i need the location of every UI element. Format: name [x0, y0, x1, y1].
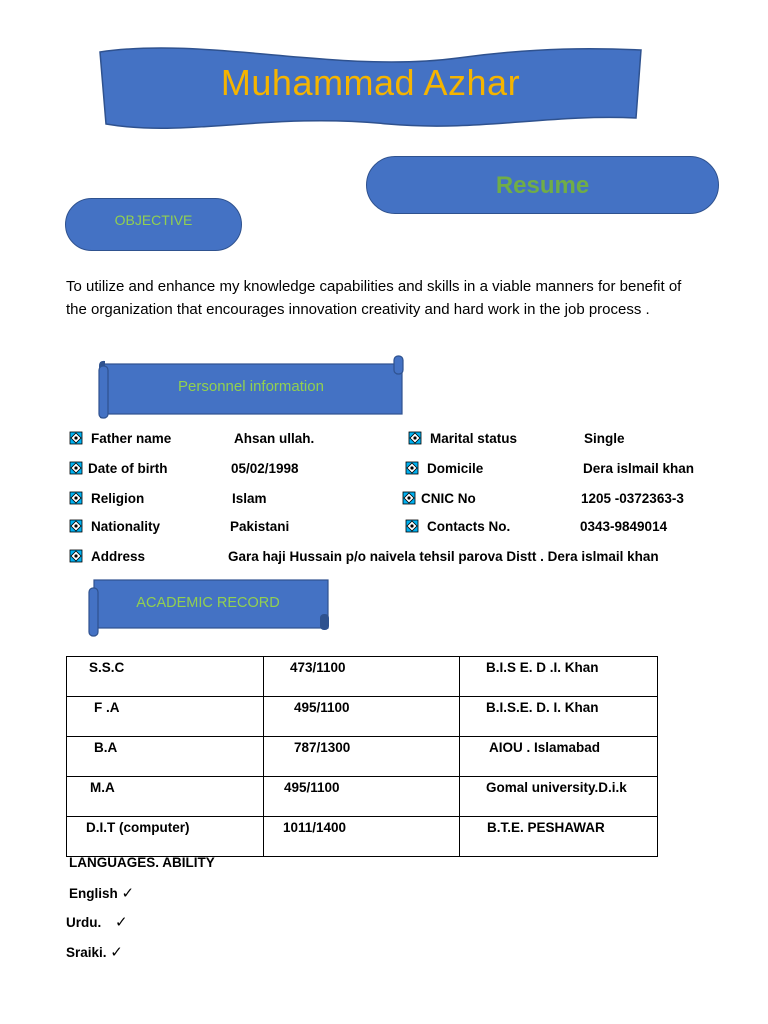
academic-record-heading: ACADEMIC RECORD	[136, 595, 280, 611]
nationality-label: Nationality	[91, 519, 161, 534]
diamond-bullet-icon	[405, 461, 419, 475]
objective-heading: OBJECTIVE	[114, 211, 193, 228]
checkmark-icon: ✓	[115, 914, 128, 931]
marks-cell: 495/1100	[264, 697, 460, 737]
objective-heading-oval	[65, 198, 242, 251]
cnic-value: 1205 -0372363-3	[581, 491, 684, 506]
date-of-birth-value: 05/02/1998	[231, 461, 299, 476]
table-row	[67, 657, 658, 697]
father-name-value: Ahsan ullah.	[234, 431, 315, 446]
domicile-value: Dera islmail khan	[583, 461, 695, 476]
table-row	[67, 697, 658, 737]
marks-cell: 787/1300	[264, 737, 460, 777]
candidate-name: Muhammad Azhar	[220, 62, 521, 103]
language-item	[66, 913, 128, 931]
board-cell: B.I.S E. D .I. Khan	[460, 657, 658, 697]
degree-cell: B.A	[67, 737, 264, 777]
nationality-value: Pakistani	[230, 519, 290, 534]
contacts-label: Contacts No.	[427, 519, 511, 534]
language-item	[66, 943, 123, 961]
diamond-bullet-icon	[69, 549, 83, 563]
marks-cell: 495/1100	[264, 777, 460, 817]
cnic-label: CNIC No	[421, 491, 476, 506]
objective-text: To utilize and enhance my knowledge capabilities and skills in a viable manners for benefit of the organization that encourages innovation creativity and hard work in the job process .	[66, 278, 682, 318]
religion-value: Islam	[232, 491, 267, 506]
board-cell: Gomal university.D.i.k	[460, 777, 658, 817]
diamond-bullet-icon	[408, 431, 422, 445]
marital-status-value: Single	[584, 431, 625, 446]
marital-status-label: Marital status	[430, 431, 518, 446]
marks-cell: 473/1100	[264, 657, 460, 697]
address-value: Gara haji Hussain p/o naivela tehsil parova Distt . Dera islmail khan	[228, 549, 659, 564]
father-name-label: Father name	[91, 431, 172, 446]
diamond-bullet-icon	[69, 461, 83, 475]
address-label: Address	[91, 549, 146, 564]
personnel-info-banner	[96, 354, 406, 424]
board-cell: B.I.S.E. D. I. Khan	[460, 697, 658, 737]
languages-heading: LANGUAGES. ABILITY	[69, 855, 215, 870]
degree-cell: S.S.C	[67, 657, 264, 697]
resume-title: Resume	[495, 172, 590, 199]
degree-cell: D.I.T (computer)	[67, 817, 264, 857]
religion-label: Religion	[91, 491, 145, 506]
degree-cell: M.A	[67, 777, 264, 817]
diamond-bullet-icon	[402, 491, 416, 505]
degree-cell: F .A	[67, 697, 264, 737]
table-row	[67, 737, 658, 777]
resume-title-oval	[366, 156, 719, 214]
checkmark-icon: ✓	[110, 944, 123, 961]
date-of-birth-label: Date of birth	[88, 461, 168, 476]
board-cell: B.T.E. PESHAWAR	[460, 817, 658, 857]
language-name: Sraiki.	[66, 945, 107, 960]
diamond-bullet-icon	[69, 519, 83, 533]
table-row	[67, 777, 658, 817]
board-cell: AIOU . Islamabad	[460, 737, 658, 777]
academic-record-banner	[88, 574, 331, 640]
personnel-info-heading: Personnel information	[178, 378, 324, 395]
academic-record-table	[66, 656, 658, 857]
contacts-value: 0343-9849014	[580, 519, 668, 534]
marks-cell: 1011/1400	[264, 817, 460, 857]
language-name: English	[69, 886, 118, 901]
diamond-bullet-icon	[69, 491, 83, 505]
diamond-bullet-icon	[405, 519, 419, 533]
checkmark-icon: ✓	[121, 885, 135, 902]
diamond-bullet-icon	[69, 431, 83, 445]
language-name: Urdu.	[66, 915, 102, 930]
domicile-label: Domicile	[427, 461, 484, 476]
language-item	[69, 884, 134, 902]
table-row	[67, 817, 658, 857]
